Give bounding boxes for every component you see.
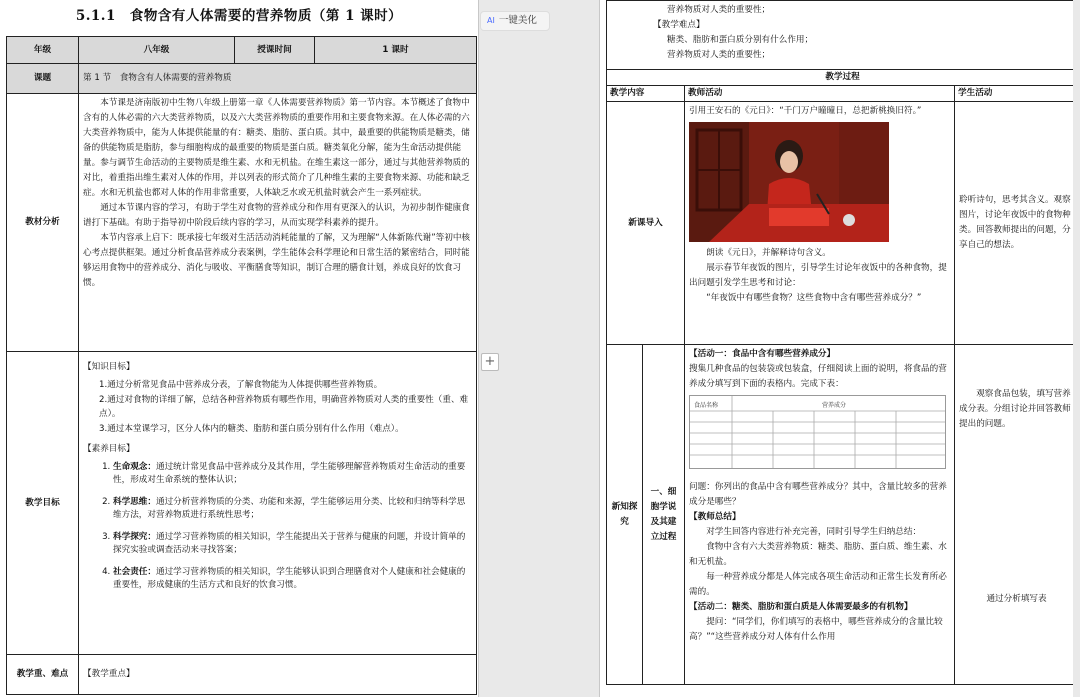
left-document-page — [0, 0, 478, 697]
summary-line: 对学生回答内容进行补充完善，同时引导学生归纳总结： — [706, 527, 922, 537]
key-points-value: 【教学重点】 — [79, 655, 477, 695]
summary-line: 每一种营养成分都是人体完成各项生命活动和正常生长发育所必需的。 — [689, 572, 947, 597]
intro-student-activity: 聆听诗句，思考其含义。观察图片，讨论年夜饭中的食物种类。回答教师提出的问题，分享自己的想法。 — [955, 102, 1079, 345]
analysis-paragraph: 本节课是济南版初中生物八年级上册第一章《人体需要营养物质》第一节内容。本节概述了食物中含有的人体必需的六大类营养物质，以及六大类营养物质的重要作用和主要食物来源。在人体必需的六大类营养物质中，能为人体提供能量的有：糖类、脂肪、蛋白质。其中，最重要的供能物质是糖类，储备的供能物质是脂肪，参与细胞构成的最重要的物质是蛋白质。糖类氧化分解，能为生命活动提供能量。参与调节生命活动的主要物质是维生素、水和无机盐。在维生素这一部分，通过与其他营养物质的对比，着重指出维生素对人体的作用，并以列表的形式简介了几种维生素的主要食物来源、功能和缺乏症。水和无机盐也都对人体的作用非常重要，人体缺乏水或无机盐时就会产生一系列症状。 — [83, 98, 470, 198]
literacy-goal-head: 社会责任： — [113, 567, 156, 577]
key-point-line: 糖类、脂肪和蛋白质分别有什么作用； — [667, 35, 814, 45]
intro-label: 新课导入 — [607, 102, 685, 345]
lesson-info-table — [6, 36, 477, 695]
literacy-goal-item — [113, 461, 472, 487]
activity1-text: 搜集几种食品的包装袋或包装盒，仔细阅读上面的说明，将食品的营养成分填写到下面的表格内。完成下表： — [689, 364, 947, 389]
fill-table-header-nutrients: 营养成分 — [822, 402, 847, 409]
knowledge-goal-item: 1.通过分析常见食品中营养成分表，了解食物能为人体提供哪些营养物质。 — [99, 380, 383, 390]
column-header-teacher: 教师活动 — [685, 86, 955, 102]
key-points-continued — [607, 1, 1079, 70]
new-knowledge-teacher-activity — [685, 345, 955, 685]
topic-value: 第 1 节 食物含有人体需要的营养物质 — [79, 64, 477, 94]
analysis-paragraph: 本节内容承上启下：既承接七年级对生活活动消耗能量的了解，又为理解“人体新陈代谢”等初中核心考点提供框架。通过分析食品营养成分表案例，学生能体会科学理论和日常生活的紧密结合，同时能够运用食物中的营养成分、消化与吸收、平衡膳食等知识，制订合理的膳食计划，养成良好的饮食习惯。 — [83, 233, 471, 288]
literacy-goal-list — [83, 461, 472, 592]
literacy-goal-text: 通过学习营养物质的相关知识，学生能够认识到合理膳食对个人健康和社会健康的重要性，形成健康的生活方式和良好的饮食习惯。 — [113, 567, 466, 590]
summary-line: 食物中含有六大类营养物质：糖类、脂肪、蛋白质、维生素、水和无机盐。 — [689, 542, 947, 567]
grade-value: 八年级 — [79, 37, 235, 64]
beautify-label: 一键美化 — [498, 15, 537, 26]
new-knowledge-student-activity — [955, 345, 1079, 685]
summary-title: 【教师总结】 — [689, 512, 741, 522]
intro-step: 朗读《元日》，并解释诗句含义。 — [706, 248, 831, 258]
activity1-question: 问题：你列出的食品中含有哪些营养成分？其中，含量比较多的营养成分是哪些？ — [689, 482, 947, 507]
literacy-goal-head: 生命观念： — [113, 462, 156, 472]
activity2-title: 【活动二：糖类、脂肪和蛋白质是人体需要最多的有机物】 — [689, 602, 913, 612]
new-knowledge-sublabel: 一、细胞学说及其建立过程 — [643, 345, 685, 685]
activity1-title: 【活动一：食品中含有哪些营养成分】 — [689, 349, 836, 359]
literacy-goal-item — [113, 496, 472, 522]
analysis-paragraph: 通过本节课内容的学习，有助于学生对食物的营养成分和作用有更深入的认识，为初步制作健康食谱打下基础。有助于指导初中阶段后续内容的学习，从而实现学科素养的提升。 — [83, 203, 470, 228]
grade-label: 年级 — [7, 37, 79, 64]
student-activity-2: 通过分析填写表 — [986, 594, 1047, 604]
literacy-goal-head: 科学探究： — [113, 532, 156, 542]
analysis-label: 教材分析 — [7, 94, 79, 352]
process-title: 教学过程 — [607, 70, 1079, 86]
topic-label: 课题 — [7, 64, 79, 94]
key-point-line: 营养物质对人类的重要性； — [667, 5, 771, 15]
student-activity-1: 观察食品包装，填写营养成分表。分组讨论并回答教师提出的问题。 — [959, 389, 1071, 429]
analysis-content — [79, 94, 477, 352]
knowledge-goal-list — [83, 378, 472, 436]
goals-label: 教学目标 — [7, 352, 79, 655]
literacy-goal-text: 通过统计常见食品中营养成分及其作用，学生能够理解营养物质对生命活动的重要性，形成对生命系统的整体认识； — [113, 462, 466, 485]
literacy-goal-item — [113, 566, 472, 592]
ai-icon: AI — [487, 16, 495, 25]
knowledge-goal-title: 【知识目标】 — [83, 362, 135, 372]
lesson-title: 5.1.1 食物含有人体需要的营养物质（第 1 课时） — [75, 8, 403, 24]
intro-step: “年夜饭中有哪些食物？这些食物中含有哪些营养成分？” — [706, 293, 922, 303]
activity2-text: 提问：“同学们，你们填写的表格中，哪些营养成分的含量比较高？”“这些营养成分对人体有什么作用 — [689, 617, 943, 642]
right-document-page — [600, 0, 1080, 697]
knowledge-goal-item: 3.通过本堂课学习，区分人体内的糖类、脂肪和蛋白质分别有什么作用（难点）。 — [99, 424, 404, 434]
column-header-content: 教学内容 — [607, 86, 685, 102]
page-divider — [478, 0, 479, 697]
intro-step: 展示春节年夜饭的图片，引导学生讨论年夜饭中的各种食物，提出问题引发学生思考和讨论： — [689, 263, 947, 288]
time-label: 授课时间 — [235, 37, 315, 64]
literacy-goal-text: 通过分析营养物质的分类、功能和来源，学生能够运用分类、比较和归纳等科学思维方法，对营养物质进行系统性思考； — [113, 497, 466, 520]
key-points-label: 教学重、难点 — [7, 655, 79, 695]
literacy-goal-item — [113, 531, 472, 557]
key-point-line: 营养物质对人类的重要性； — [667, 50, 771, 60]
difficulty-title: 【教学难点】 — [653, 20, 705, 30]
fill-table-header-food: 食品名称 — [694, 402, 719, 409]
knowledge-goal-item: 2.通过对食物的详细了解，总结各种营养物质有哪些作用，明确营养物质对人类的重要性（重、难点）。 — [99, 395, 469, 419]
literacy-goal-text: 通过学习营养物质的相关知识，学生能提出关于营养与健康的问题，并设计简单的探究实验或调查活动来寻找答案； — [113, 532, 466, 555]
new-knowledge-label: 新知探究 — [607, 345, 643, 685]
intro-teacher-activity — [685, 102, 955, 345]
column-header-student: 学生活动 — [955, 86, 1079, 102]
intro-quote: 引用王安石的《元日》：“千门万户曈曈日，总把新桃换旧符。” — [689, 106, 922, 116]
add-button[interactable]: + — [481, 353, 499, 371]
goals-content — [79, 352, 477, 655]
new-year-dinner-photo — [689, 122, 889, 242]
literacy-goal-title: 【素养目标】 — [83, 444, 135, 454]
nutrition-fill-table — [689, 395, 946, 469]
time-value: 1 课时 — [315, 37, 477, 64]
page-edge — [1073, 0, 1080, 697]
ai-beautify-button[interactable] — [480, 11, 550, 31]
literacy-goal-head: 科学思维： — [113, 497, 156, 507]
teaching-process-table — [606, 0, 1079, 685]
